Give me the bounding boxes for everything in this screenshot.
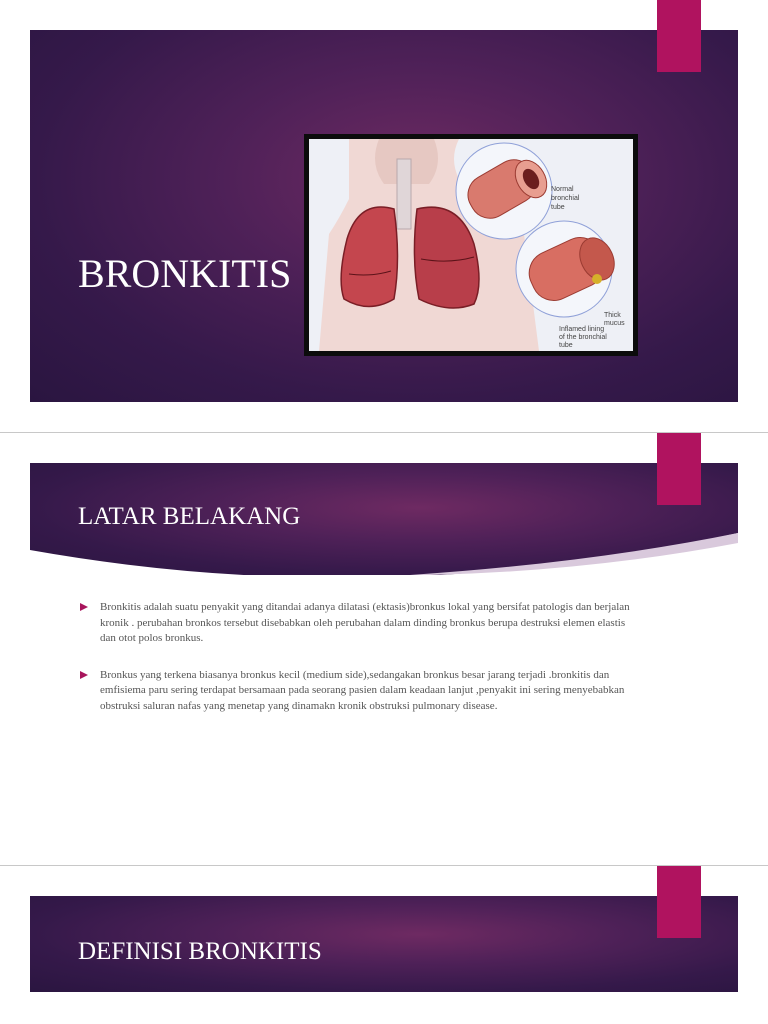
accent-tab [657, 866, 701, 938]
bullet-text: Bronkitis adalah suatu penyakit yang ditandai adanya dilatasi (ektasis)bronkus lokal yang bersifat patologis dan berjalan kronik . perubahan bronkos tersebut disebabkan oleh perubahan dalam dinding bronkus berupa destruksi elemen elastis dan otot polos bronkus. [100, 601, 630, 644]
triangle-bullet-icon [80, 603, 88, 611]
slide-2 [0, 433, 768, 865]
lungs-diagram [309, 139, 633, 351]
bullet-list [78, 600, 638, 735]
svg-text:Inflamed lining: Inflamed lining [559, 326, 605, 333]
slide-title: DEFINISI BRONKITIS [78, 938, 322, 965]
accent-tab [657, 0, 701, 72]
svg-text:of the bronchial: of the bronchial [559, 334, 607, 341]
slide-title: LATAR BELAKANG [78, 503, 301, 530]
bullet-text: Bronkus yang terkena biasanya bronkus kecil (medium side),sedangakan bronkus besar jarang terjadi .bronkitis dan emfisiema paru sering terdapat bersamaan pada seorang pasien dalam keadaan lanjut ,penyakit ini sering menyebabkan obstruksi saluran nafas yang menetap yang dinamakn kronik obstruksi pulmonary disease. [100, 668, 625, 712]
accent-tab [657, 433, 701, 505]
slide-1 [0, 0, 768, 432]
bullet-item [78, 600, 638, 647]
svg-text:Thick: Thick [604, 312, 621, 319]
bullet-item [78, 668, 638, 715]
slide-3 [0, 866, 768, 1024]
svg-text:bronchial: bronchial [551, 195, 580, 202]
svg-text:tube: tube [559, 342, 573, 349]
svg-text:Normal: Normal [551, 186, 574, 193]
svg-text:mucus: mucus [604, 320, 625, 327]
svg-text:tube: tube [551, 204, 565, 211]
bronchitis-illustration [304, 134, 638, 356]
slide-title: BRONKITIS [78, 251, 292, 296]
triangle-bullet-icon [80, 671, 88, 679]
